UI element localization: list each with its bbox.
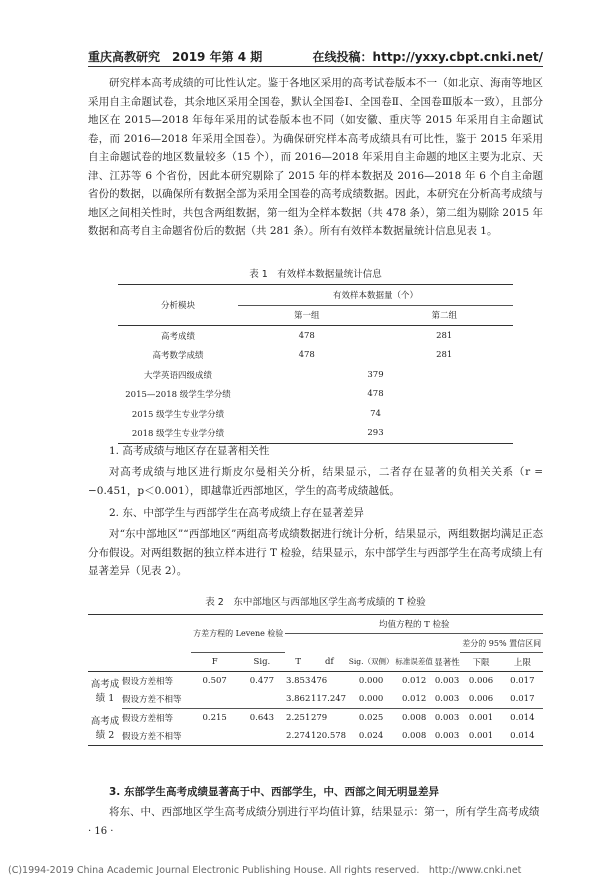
table-row: 假设方差不相等 3.862 117.247 0.000 0.012 0.003 0.006 0.017 bbox=[88, 690, 543, 709]
table-row: 高考成绩 478 281 bbox=[160, 330, 453, 342]
copyright-footer: (C)1994-2019 China Academic Journal Electronic Publishing House. All rights reserved. http://www.cnki.net bbox=[8, 865, 522, 876]
intro-text bbox=[88, 74, 543, 241]
table2: 方差方程的 Levene 检验 均值方程的 T 检验 差分的 95% 置信区间 F Sig. T df Sig.（双侧） 标准误差值 显著性 下限 上限 高考成绩 1 假设方差相等 0.507 0.477 3.853 476 0.000 0.012 0.003 0.006 0.017 假设方差不相等 3.862 117.247 0.000 0.012 0.003 0.006 0.017 高考成绩 2 假设方差相等 0.215 0.643 2.251 279 0.025 0.008 0.003 0.001 0.014 假设方差不相等 2.274 120.578 0.024 0.008 0.003 0.001 0.014 bbox=[88, 614, 543, 746]
table2-ci: 差分的 95% 置信区间 bbox=[460, 634, 543, 653]
section1-heading: 1. 高考成绩与地区存在显著相关性 bbox=[109, 445, 270, 457]
table1-col-g1: 第一组 bbox=[238, 305, 375, 326]
table1-col-module: 分析模块 bbox=[118, 285, 238, 326]
journal-header: 重庆高教研究 2019 年第 4 期 bbox=[88, 50, 263, 64]
table2-levene: 方差方程的 Levene 检验 bbox=[191, 615, 285, 653]
table-row: 高考数学成绩 478 281 bbox=[152, 350, 453, 362]
table-row: 2015—2018 级学生学分绩 478 bbox=[125, 389, 384, 401]
intro-paragraph: 研究样本高考成绩的可比性认定。鉴于各地区采用的高考试卷版本不一（如北京、海南等地区采用自主命题试卷，其余地区采用全国卷，默认全国卷Ⅰ、全国卷Ⅱ、全国卷Ⅲ版本一致），且部分地区在 2015—2018 年每年采用的试卷版本也不同（如安徽、重庆等 2015 年采用自主命题试卷，而 2016—2018 年采用全国卷）。为确保研究样本高考成绩具有可比性，鉴于 2015 年采用自主命题试卷的地区数量较多（15 个），而 2016—2018 年采用自主命题的地区主要为北京、天津、江苏等 6 个省份，因此本研究剔除了 2015 年的样本数据及 2016—2018 年 6 个自主命题省份的数据，以确保所有数据全部为采用全国卷的高考成绩数据。因此，本研究在分析高考成绩与地区之间相关性时，共包含两组数据，第一组为全样本数据（共 478 条），第二组为剔除 2015 年数据和高考自主命题省份后的数据（共 281 条）。所有有效样本数据量统计信息见表 1。 bbox=[88, 77, 543, 237]
table-row: 大学英语四级成绩 379 bbox=[143, 369, 384, 381]
submit-link[interactable]: 在线投稿：http://yxxy.cbpt.cnki.net/ bbox=[312, 50, 543, 64]
table1-col-count: 有效样本数据量（个） bbox=[238, 285, 513, 306]
header-rule bbox=[88, 66, 543, 67]
table1 bbox=[118, 284, 513, 444]
section1-text: 对高考成绩与地区进行斯皮尔曼相关分析，结果显示，二者存在显著的负相关关系（r = −0.451，p＜0.001），即越靠近西部地区，学生的高考成绩越低。 bbox=[88, 466, 543, 497]
table-row: 假设方差不相等 2.274 120.578 0.024 0.008 0.003 0.001 0.014 bbox=[88, 727, 543, 746]
section2-text: 对“东中部地区”“西部地区”两组高考成绩数据进行统计分析，结果显示，两组数据均满足正态分布假设。对两组数据的独立样本进行 T 检验，结果显示，东中部学生与西部学生在高考成绩上有显著差异（见表 2）。 bbox=[88, 528, 543, 577]
table1-col-g2: 第二组 bbox=[375, 305, 513, 326]
table2-caption: 表 2 东中部地区与西部地区学生高考成绩的 T 检验 bbox=[205, 597, 426, 608]
table-row: 高考成绩 1 假设方差相等 0.507 0.477 3.853 476 0.000 0.012 0.003 0.006 0.017 bbox=[88, 672, 543, 691]
table1-caption: 表 1 有效样本数据量统计信息 bbox=[249, 269, 382, 280]
table-row: 2018 级学生专业学分绩 293 bbox=[118, 424, 513, 444]
table2-ttest: 均值方程的 T 检验 bbox=[285, 615, 543, 634]
table-row: 2015 级学生专业学分绩 74 bbox=[131, 408, 381, 420]
table-row: 高考成绩 2 假设方差相等 0.215 0.643 2.251 279 0.025 0.008 0.003 0.001 0.014 bbox=[88, 709, 543, 728]
page-number: · 16 · bbox=[88, 826, 114, 837]
group-label: 高考成绩 1 bbox=[90, 679, 120, 705]
section2-heading: 2. 东、中部学生与西部学生在高考成绩上存在显著差异 bbox=[109, 507, 364, 519]
section3-heading: 3. 东部学生高考成绩显著高于中、西部学生，中、西部之间无明显差异 bbox=[109, 786, 439, 798]
group-label: 高考成绩 2 bbox=[88, 709, 122, 746]
section3-text: 将东、中、西部地区学生高考成绩分别进行平均值计算，结果显示：第一，所有学生高考成绩 bbox=[109, 806, 540, 818]
